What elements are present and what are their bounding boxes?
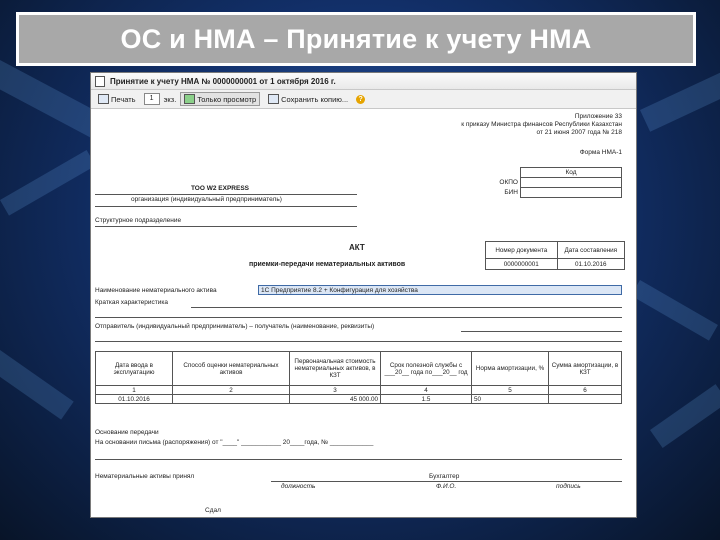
table-header: Способ оценки нематериальных активов xyxy=(173,352,290,386)
doc-date-header: Дата составления xyxy=(557,242,624,259)
accountant-label: Бухгалтер xyxy=(429,473,460,480)
slide-title-bar xyxy=(16,12,696,66)
asset-name-field[interactable]: 1С Предприятие 8.2 + Конфигурация для хозяйства xyxy=(258,285,622,295)
column-number: 2 xyxy=(173,386,290,395)
table-header: Срок полезной службы с ___20__ года по___20__ год xyxy=(381,352,472,386)
table-header-row xyxy=(96,352,622,386)
signature-line xyxy=(271,481,622,482)
table-cell: 1.5 xyxy=(381,395,472,404)
table-cell xyxy=(549,395,622,404)
bin-value xyxy=(521,188,622,198)
division-underline xyxy=(95,226,357,227)
doc-number-header: Номер документа xyxy=(486,242,558,259)
codes-header: Код xyxy=(521,168,622,178)
table-cell: 50 xyxy=(472,395,549,404)
printer-icon xyxy=(98,94,109,104)
toolbar xyxy=(91,90,636,109)
table-row xyxy=(96,395,622,404)
doc-number-table xyxy=(485,241,625,270)
column-number: 3 xyxy=(290,386,381,395)
org-name: ТОО W2 EXPRESS xyxy=(191,185,249,192)
okpo-value xyxy=(521,178,622,188)
help-icon[interactable]: ? xyxy=(356,95,365,104)
sign-caption-position: должность xyxy=(281,483,316,490)
handed-label: Сдал xyxy=(205,507,221,514)
save-icon xyxy=(268,94,279,104)
table-header: Сумма амортизации, в КЗТ xyxy=(549,352,622,386)
approval-block xyxy=(461,113,622,137)
save-copy-button[interactable] xyxy=(264,92,352,106)
bin-label: БИН xyxy=(504,189,518,196)
sender-underline xyxy=(461,331,622,332)
form-sheet xyxy=(91,109,636,518)
sender-line-2 xyxy=(95,341,622,342)
table-header: Норма амортизации, % xyxy=(472,352,549,386)
table-cell: 01.10.2016 xyxy=(96,395,173,404)
table-cell xyxy=(173,395,290,404)
column-number: 6 xyxy=(549,386,622,395)
division-label: Структурное подразделение xyxy=(95,217,182,224)
accepted-label: Нематериальные активы принял xyxy=(95,473,195,480)
asset-label: Наименование нематериального актива xyxy=(95,287,217,294)
table-number-row xyxy=(96,386,622,395)
readonly-toggle[interactable] xyxy=(180,92,260,106)
basis-text: На основании письма (распоряжения) от "____" ___________ 20____года, № ____________ xyxy=(95,439,374,446)
sign-caption-signature: подпись xyxy=(556,483,581,490)
column-number: 4 xyxy=(381,386,472,395)
window-title: Принятие к учету НМА № 0000000001 от 1 октября 2016 г. xyxy=(110,76,336,86)
print-label: Печать xyxy=(111,94,136,104)
org-underline xyxy=(95,194,357,195)
approval-line: от 21 июня 2007 года № 218 xyxy=(536,129,622,136)
window-title-bar xyxy=(91,73,636,90)
document-icon xyxy=(95,76,105,87)
basis-label: Основание передачи xyxy=(95,429,159,436)
doc-number: 0000000001 xyxy=(486,259,558,270)
column-number: 1 xyxy=(96,386,173,395)
act-title: АКТ xyxy=(349,243,365,252)
asset-table xyxy=(95,351,622,404)
copies-suffix: экз. xyxy=(163,94,177,104)
brief-line-2 xyxy=(95,317,622,318)
brief-underline xyxy=(191,307,622,308)
readonly-label: Только просмотр xyxy=(197,94,257,104)
approval-line: Приложение 33 xyxy=(574,113,622,120)
document-window xyxy=(90,72,637,518)
copies-input[interactable]: 1 xyxy=(144,93,160,105)
sign-caption-name: Ф.И.О. xyxy=(436,483,457,490)
sender-label: Отправитель (индивидуальный предприниматель) – получатель (наименование, реквизиты) xyxy=(95,323,375,330)
approval-line: к приказу Министра финансов Республики Казахстан xyxy=(461,121,622,128)
brief-label: Краткая характеристика xyxy=(95,299,168,306)
codes-table xyxy=(486,167,622,198)
basis-line xyxy=(95,459,622,460)
slide-title: ОС и НМА – Принятие к учету НМА xyxy=(120,23,592,54)
save-copy-label: Сохранить копию... xyxy=(281,94,349,104)
column-number: 5 xyxy=(472,386,549,395)
doc-date: 01.10.2016 xyxy=(557,259,624,270)
act-subtitle: приемки-передачи нематериальных активов xyxy=(249,261,406,268)
org-caption: организация (индивидуальный предприниматель) xyxy=(131,196,282,203)
table-cell: 45 000.00 xyxy=(290,395,381,404)
table-header: Дата ввода в эксплуатацию xyxy=(96,352,173,386)
table-header: Первоначальная стоимость нематериальных активов, в КЗТ xyxy=(290,352,381,386)
readonly-icon xyxy=(184,94,195,104)
okpo-label: ОКПО xyxy=(499,179,518,186)
form-label: Форма НМА-1 xyxy=(579,149,622,156)
print-button[interactable] xyxy=(94,92,140,106)
org-caption-line xyxy=(95,206,357,207)
